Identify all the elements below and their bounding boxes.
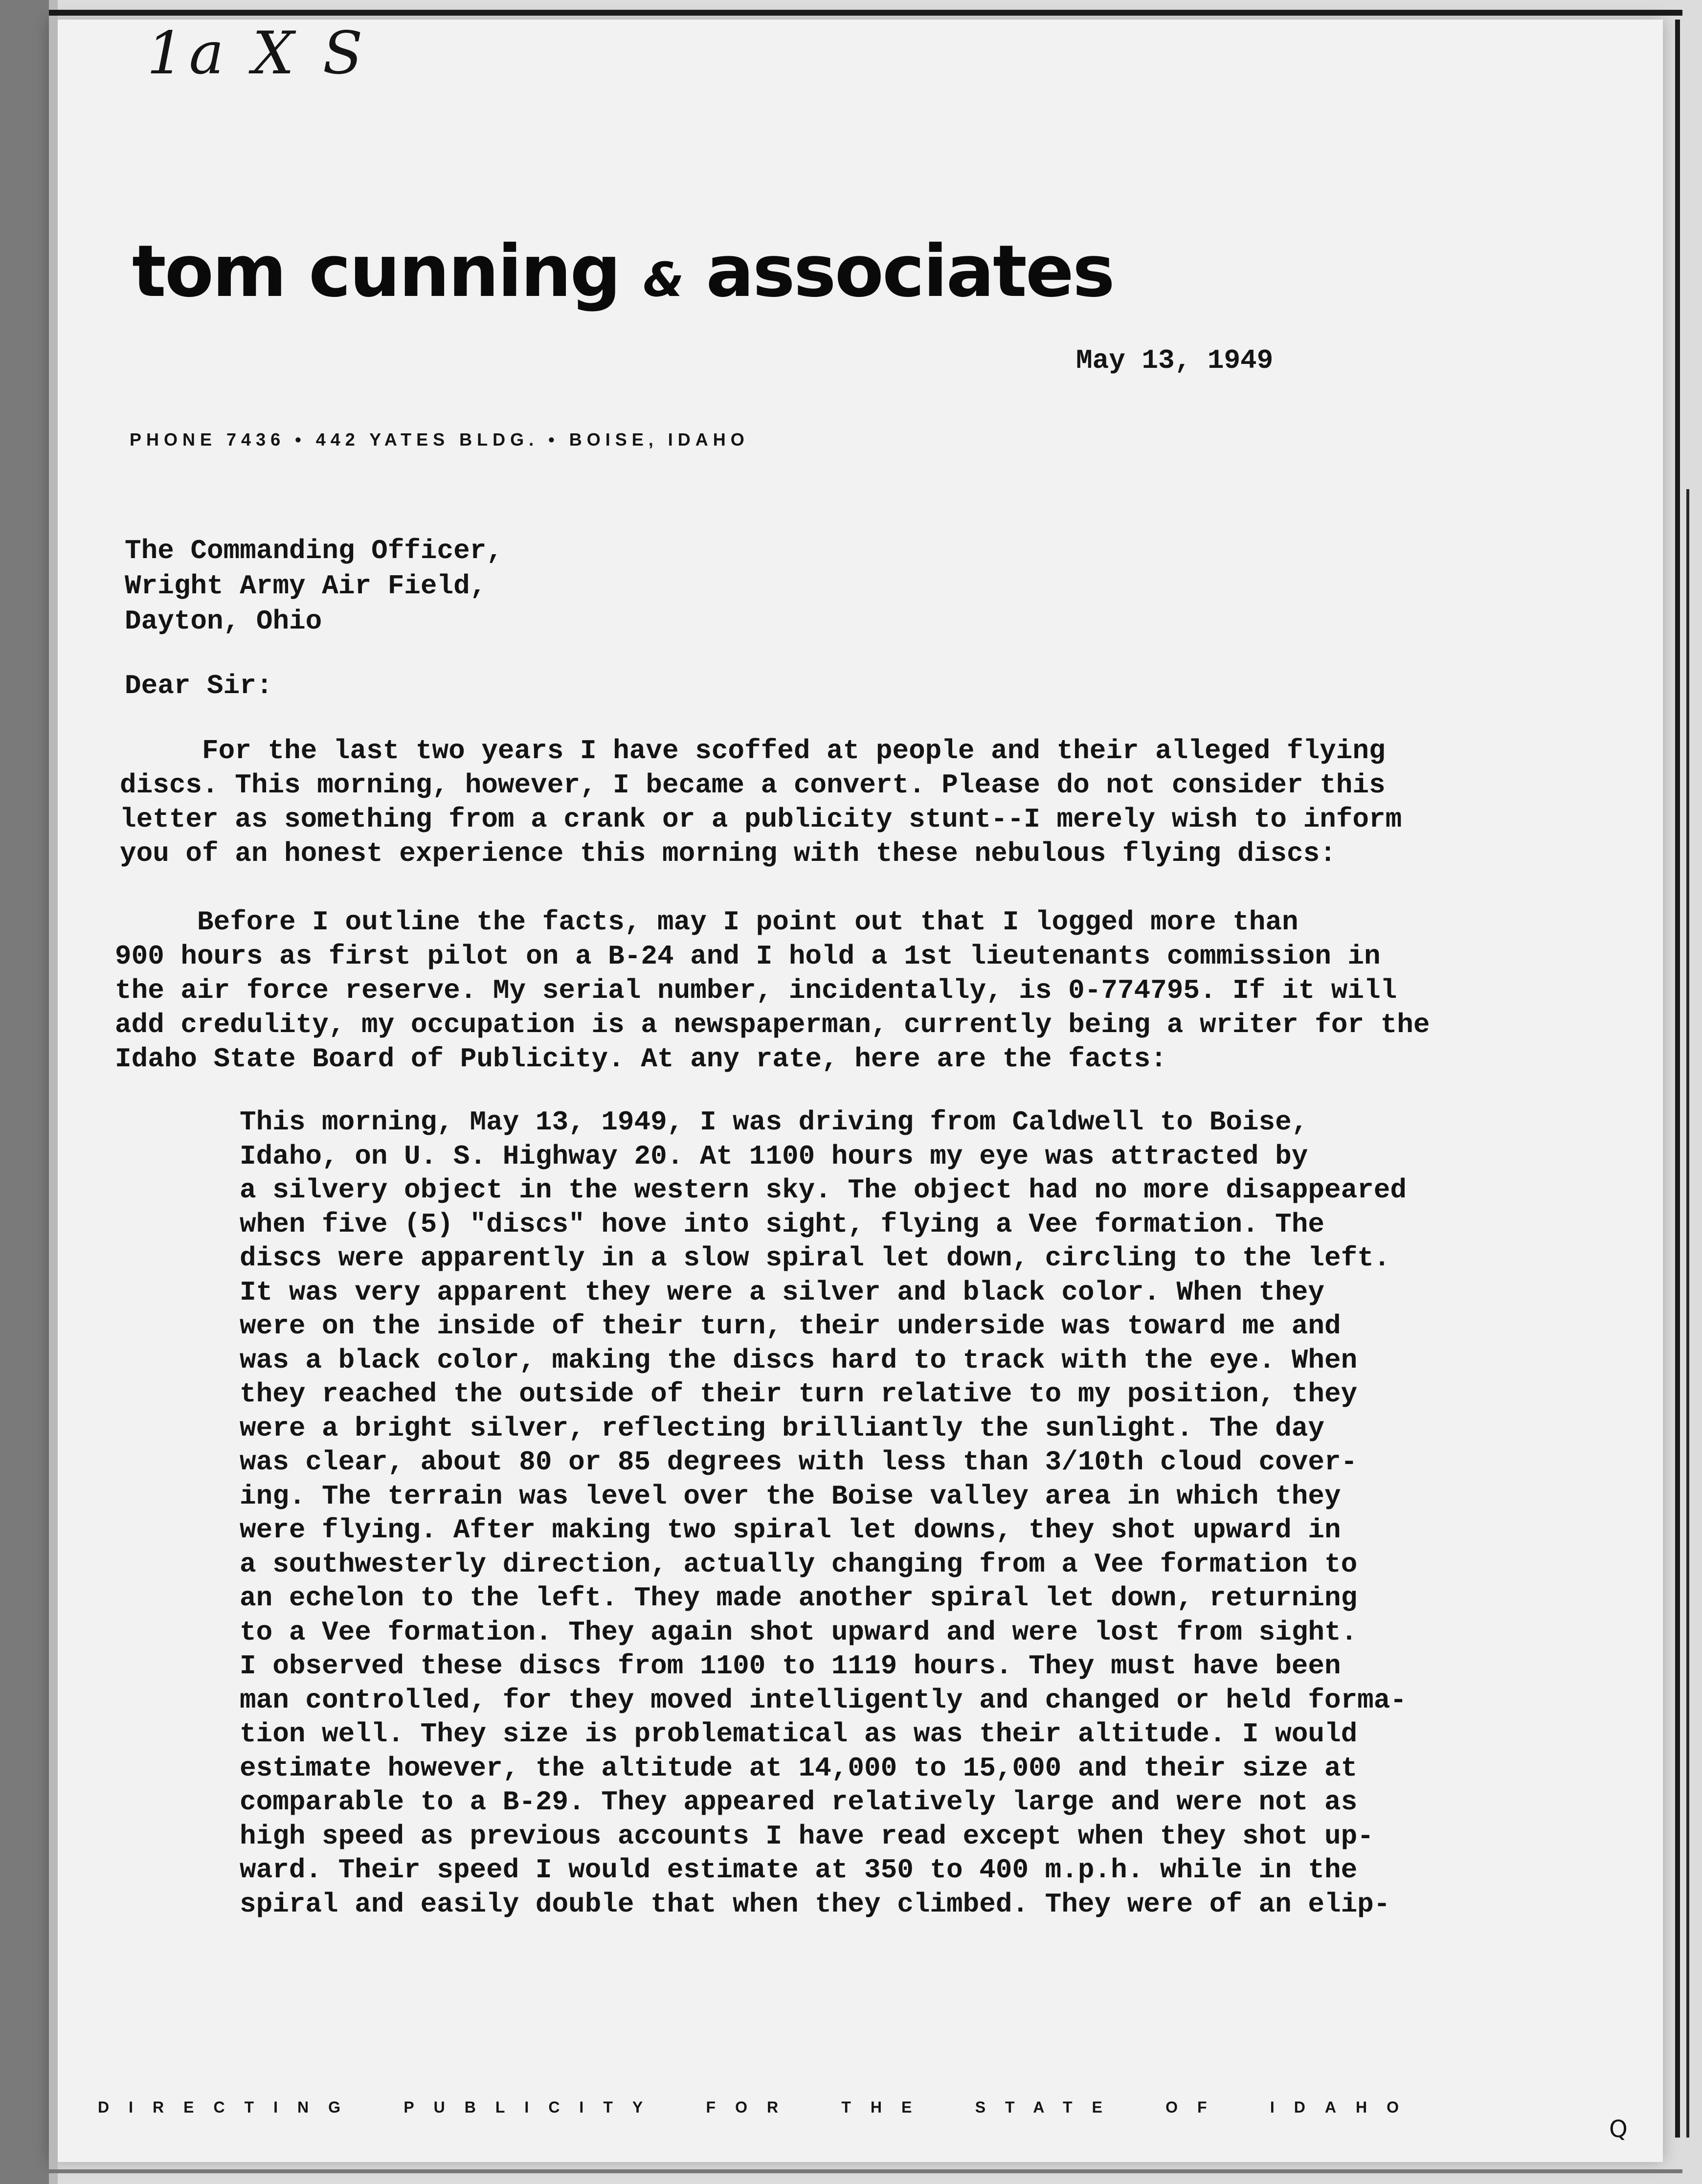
body-line: estimate however, the altitude at 14,000 to 15,000 and their size at — [240, 1752, 1358, 1784]
body-line: I observed these discs from 1100 to 1119 hours. They must have been — [240, 1650, 1341, 1682]
footer-word: PUBLICITY — [403, 2098, 663, 2116]
body-line: were a bright silver, reflecting brilliantly the sunlight. The day — [240, 1412, 1324, 1444]
scan-bottom-border — [49, 2169, 1682, 2173]
scan-left-shadow — [49, 0, 58, 2184]
footer-word: THE — [841, 2098, 932, 2116]
body-line: discs. This morning, however, I became a convert. Please do not consider this — [120, 769, 1386, 801]
paragraph-credentials — [115, 905, 1430, 1076]
body-line: they reached the outside of their turn relative to my position, they — [240, 1378, 1358, 1410]
body-line: Idaho State Board of Publicity. At any rate, here are the facts: — [115, 1043, 1167, 1075]
footer-word: STATE — [975, 2098, 1122, 2116]
recipient-address — [125, 533, 503, 639]
footer-word: DIRECTING — [98, 2098, 360, 2116]
body-line: was clear, about 80 or 85 degrees with less than 3/10th cloud cover- — [240, 1446, 1358, 1478]
body-line: high speed as previous accounts I have read except when they shot up- — [240, 1820, 1374, 1852]
body-line: tion well. They size is problematical as was their altitude. I would — [240, 1718, 1358, 1750]
footer-word: IDAHO — [1270, 2098, 1418, 2116]
body-line: add credulity, my occupation is a newspaperman, currently being a writer for the — [115, 1009, 1430, 1040]
body-line: Idaho, on U. S. Highway 20. At 1100 hours my eye was attracted by — [240, 1140, 1308, 1172]
body-line: This morning, May 13, 1949, I was driving from Caldwell to Boise, — [240, 1106, 1308, 1138]
paragraph-intro — [120, 734, 1402, 871]
body-line: was a black color, making the discs hard to track with the eye. When — [240, 1344, 1358, 1376]
body-line: to a Vee formation. They again shot upward and were lost from sight. — [240, 1616, 1358, 1648]
body-line: when five (5) "discs" hove into sight, flying a Vee formation. The — [240, 1208, 1324, 1240]
scan-left-edge — [0, 0, 49, 2184]
paragraph-account — [240, 1105, 1407, 1921]
body-line: a southwesterly direction, actually changing from a Vee formation to — [240, 1548, 1358, 1580]
body-line: Before I outline the facts, may I point out that I logged more than — [115, 906, 1299, 938]
letter-date: May 13, 1949 — [1076, 345, 1274, 376]
footer-word: FOR — [706, 2098, 798, 2116]
body-line: you of an honest experience this morning with these nebulous flying discs: — [120, 838, 1336, 869]
body-line: were flying. After making two spiral let downs, they shot upward in — [240, 1514, 1341, 1546]
letterhead-contact: PHONE 7436 • 442 YATES BLDG. • BOISE, IDAHO — [130, 429, 749, 450]
body-line: letter as something from a crank or a publicity stunt--I merely wish to inform — [120, 804, 1402, 835]
handwritten-file-note: 1a X S — [147, 20, 368, 88]
body-line: discs were apparently in a slow spiral let down, circling to the left. — [240, 1242, 1390, 1274]
footer-tagline — [98, 2098, 1418, 2116]
scan-right-border — [1675, 20, 1680, 2138]
body-line: an echelon to the left. They made another spiral let down, returning — [240, 1582, 1358, 1614]
logo-ampersand: & — [643, 252, 683, 307]
body-line: It was very apparent they were a silver and black color. When they — [240, 1276, 1324, 1308]
recipient-line: Wright Army Air Field, — [125, 570, 487, 602]
recipient-line: The Commanding Officer, — [125, 535, 503, 566]
body-line: 900 hours as first pilot on a B-24 and I hold a 1st lieutenants commission in — [115, 941, 1381, 972]
body-line: comparable to a B-29. They appeared relatively large and were not as — [240, 1786, 1358, 1818]
company-suffix: associates — [706, 230, 1114, 313]
letterhead-logo — [132, 230, 1114, 313]
body-line: the air force reserve. My serial number, incidentally, is 0-774795. If it will — [115, 975, 1397, 1006]
body-line: For the last two years I have scoffed at people and their alleged flying — [120, 735, 1386, 766]
salutation: Dear Sir: — [125, 670, 273, 701]
body-line: spiral and easily double that when they climbed. They were of an elip- — [240, 1888, 1390, 1920]
body-line: man controlled, for they moved intelligently and changed or held forma- — [240, 1684, 1407, 1716]
body-line: ing. The terrain was level over the Boise valley area in which they — [240, 1480, 1341, 1512]
recipient-line: Dayton, Ohio — [125, 606, 322, 637]
footer-word: OF — [1165, 2098, 1227, 2116]
scan-right-border-inner — [1686, 489, 1689, 2138]
page-corner-mark: Q — [1609, 2116, 1628, 2143]
body-line: a silvery object in the western sky. The object had no more disappeared — [240, 1174, 1407, 1206]
company-name: tom cunning — [132, 230, 620, 313]
body-line: were on the inside of their turn, their underside was toward me and — [240, 1310, 1341, 1342]
scan-top-border — [49, 10, 1682, 16]
body-line: ward. Their speed I would estimate at 350 to 400 m.p.h. while in the — [240, 1854, 1358, 1886]
